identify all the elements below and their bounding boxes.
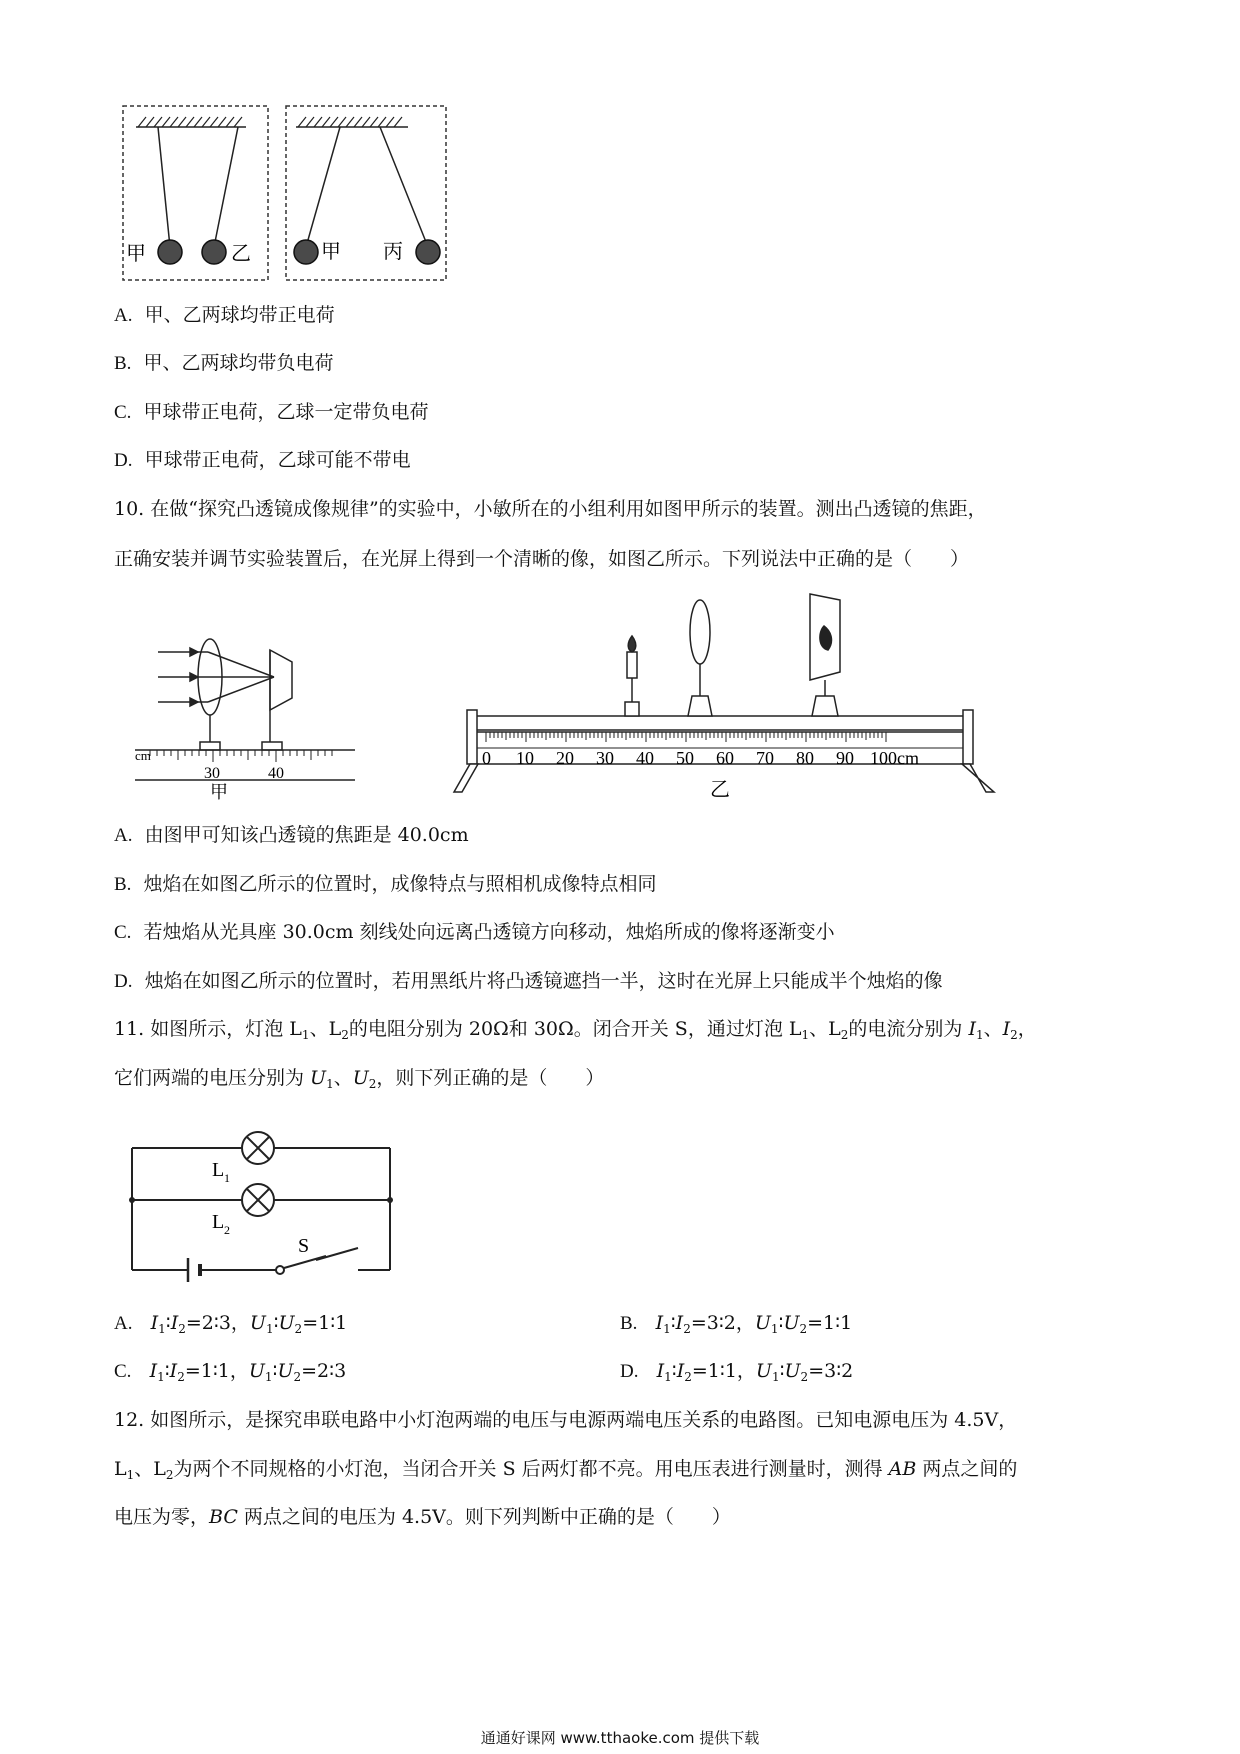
q9-option-a: A. 甲、乙两球均带正电荷 xyxy=(114,304,335,326)
q10-option-c: C. 若烛焰从光具座 30.0cm 刻线处向远离凸透镜方向移动，烛焰所成的像将逐渐变小 xyxy=(114,921,835,943)
q10-line1: 10. 在做“探究凸透镜成像规律”的实验中，小敏所在的小组利用如图甲所示的装置。测出凸透镜的焦距， xyxy=(114,498,987,520)
q10-option-a: A. 由图甲可知该凸透镜的焦距是 40.0cm xyxy=(114,824,469,846)
q12-line3: 电压为零，BC 两点之间的电压为 4.5V。则下列判断中正确的是（ ） xyxy=(114,1506,731,1528)
yi-scale-50: 50 xyxy=(676,748,694,768)
q11-line2: 它们两端的电压分别为 $U_1$、$U_2$，则下列正确的是（ ） xyxy=(114,1067,605,1091)
q10-option-b: B. 烛焰在如图乙所示的位置时，成像特点与照相机成像特点相同 xyxy=(114,873,657,895)
q11-option-b: B. $I_1∶I_2=3∶2$，$U_1∶U_2=1∶1$ xyxy=(620,1312,853,1336)
q10-line2: 正确安装并调节实验装置后，在光屏上得到一个清晰的像，如图乙所示。下列说法中正确的是（ ） xyxy=(114,548,970,570)
yi-scale-10: 10 xyxy=(516,748,534,768)
ball-bing xyxy=(416,240,440,264)
q10-figure-jia xyxy=(130,600,360,800)
q11-option-d: D. $I_1∶I_2=1∶1$，$U_1∶U_2=3∶2$ xyxy=(620,1360,854,1384)
q11-option-c: C. $I_1∶I_2=1∶1$，$U_1∶U_2=2∶3$ xyxy=(114,1360,347,1384)
q11-option-a: A. $I_1∶I_2=2∶3$，$U_1∶U_2=1∶1$ xyxy=(114,1312,348,1336)
q11-circuit xyxy=(120,1124,400,1289)
label-L2: L xyxy=(212,1211,225,1233)
yi-scale-70: 70 xyxy=(756,748,774,768)
lens xyxy=(688,600,712,716)
label-yi: 乙 xyxy=(231,243,251,265)
yi-scale-90: 90 xyxy=(836,748,854,768)
jia-unit: cm xyxy=(135,748,151,763)
ball-jia-left xyxy=(158,240,182,264)
jia-tick-30: 30 xyxy=(204,765,220,782)
q9-option-c: C. 甲球带正电荷，乙球一定带负电荷 xyxy=(114,401,429,423)
q12-line1: 12. 如图所示，是探究串联电路中小灯泡两端的电压与电源两端电压关系的电路图。已知电源电压为 4.5V， xyxy=(114,1409,1018,1431)
yi-scale-80: 80 xyxy=(796,748,814,768)
yi-caption: 乙 xyxy=(710,779,730,801)
q9-option-b: B. 甲、乙两球均带负电荷 xyxy=(114,352,334,374)
q10-figure-yi xyxy=(440,592,1010,802)
lamp-L1 xyxy=(242,1132,274,1164)
label-S: S xyxy=(298,1235,310,1257)
screen xyxy=(810,594,840,716)
q12-line2: $L_1$、$L_2$为两个不同规格的小灯泡，当闭合开关 S 后两灯都不亮。用电压表进行测量时，测得 AB 两点之间的 xyxy=(114,1458,1018,1482)
label-L1-sub: 1 xyxy=(224,1171,230,1185)
yi-scale-30: 30 xyxy=(596,748,614,768)
q11-line1: 11. 如图所示，灯泡 $L_1$、$L_2$的电阻分别为 20Ω和 30Ω。闭合开关 S，通过灯泡 $L_1$、$L_2$的电流分别为 $I_1$、$I_2$， xyxy=(114,1018,1037,1042)
ball-yi xyxy=(202,240,226,264)
yi-scale-40: 40 xyxy=(636,748,654,768)
yi-scale-100: 100cm xyxy=(870,748,919,768)
label-L1: L xyxy=(212,1159,225,1181)
label-jia-right: 甲 xyxy=(321,241,341,263)
jia-tick-40: 40 xyxy=(268,765,284,782)
label-bing: 丙 xyxy=(383,241,403,263)
q9-option-d: D. 甲球带正电荷，乙球可能不带电 xyxy=(114,449,411,471)
yi-scale-0: 0 xyxy=(482,748,491,768)
candle xyxy=(625,636,639,716)
page-footer: 通通好课网 www.tthaoke.com 提供下载 xyxy=(480,1729,760,1747)
yi-scale-20: 20 xyxy=(556,748,574,768)
ball-jia-right xyxy=(294,240,318,264)
label-jia-left: 甲 xyxy=(126,243,146,265)
q10-option-d: D. 烛焰在如图乙所示的位置时，若用黑纸片将凸透镜遮挡一半，这时在光屏上只能成半个烛焰的像 xyxy=(114,970,943,992)
q9-figure xyxy=(118,102,458,284)
label-L2-sub: 2 xyxy=(224,1223,230,1237)
jia-caption: 甲 xyxy=(210,782,228,800)
yi-scale-60: 60 xyxy=(716,748,734,768)
lamp-L2 xyxy=(242,1184,274,1216)
